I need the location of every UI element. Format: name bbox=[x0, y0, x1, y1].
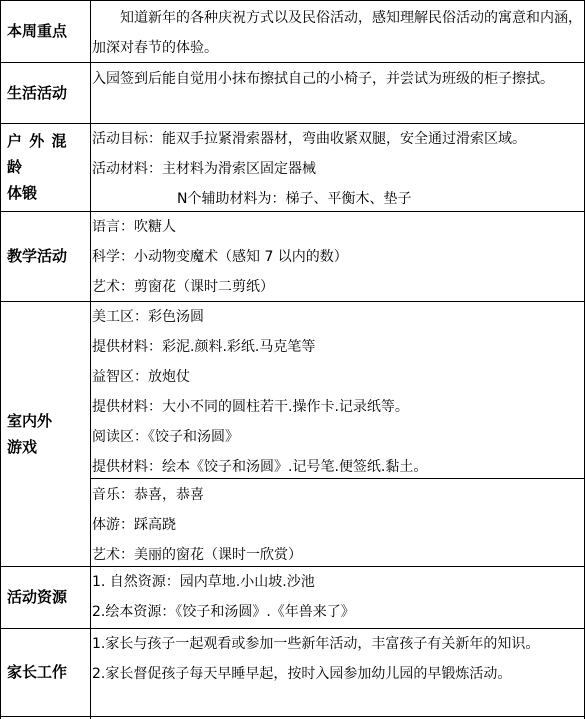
content-outdoor-exercise bbox=[92, 124, 582, 214]
label-text: 室内外 bbox=[7, 411, 53, 430]
row-divider bbox=[0, 716, 585, 717]
list-item: 艺术：剪窗花（课时二剪纸） bbox=[92, 279, 274, 295]
label-weekly-focus bbox=[1, 0, 89, 62]
column-divider bbox=[90, 0, 91, 719]
label-text: 活动资源 bbox=[7, 588, 68, 606]
list-item: 提供材料：彩泥.颜料.彩纸.马克笔等 bbox=[92, 339, 316, 355]
list-item: 艺术：美丽的窗花（课时一欣赏） bbox=[92, 547, 302, 563]
parents-item-2: 2.家长督促孩子每天早睡早起，按时入园参加幼儿园的早锻炼活动。 bbox=[92, 666, 512, 682]
list-item: 语言：吹糖人 bbox=[92, 219, 176, 235]
content-outdoor-games bbox=[92, 480, 582, 570]
content-resources bbox=[92, 567, 582, 627]
label-resources bbox=[1, 566, 89, 628]
parents-item-1: 1.家长与孩子一起观看或参加一些新年活动，丰富孩子有关新年的知识。 bbox=[92, 636, 540, 652]
label-text: 游戏 bbox=[7, 437, 38, 456]
daily-life-text: 入园签到后能自觉用小抹布擦拭自己的小椅子，并尝试为班级的柜子擦拭。 bbox=[92, 71, 554, 87]
list-item: 阅读区：《饺子和汤圆》 bbox=[92, 429, 239, 445]
content-weekly-focus bbox=[92, 3, 582, 63]
list-item: 益智区：放炮仗 bbox=[92, 369, 190, 385]
content-daily-life bbox=[92, 64, 582, 94]
content-parents bbox=[92, 629, 582, 689]
label-text: 家长工作 bbox=[7, 663, 68, 681]
list-item: 2.绘本资源：《饺子和汤圆》.《年兽来了》 bbox=[92, 604, 355, 620]
list-item: 提供材料：绘本《饺子和汤圆》.记号笔.便签纸.黏土。 bbox=[92, 459, 428, 475]
label-text: 本周重点 bbox=[7, 22, 68, 40]
list-item: 科学：小动物变魔术（感知 7 以内的数） bbox=[92, 249, 348, 265]
label-text: 生活活动 bbox=[7, 83, 68, 102]
list-item: 提供材料：大小不同的圆柱若干.操作卡.记录纸等。 bbox=[92, 399, 409, 415]
label-text: 教学活动 bbox=[7, 247, 68, 265]
outdoor-goal: 活动目标：能双手拉紧滑索器材，弯曲收紧双腿，安全通过滑索区域。 bbox=[92, 131, 526, 147]
label-daily-life bbox=[1, 62, 89, 123]
outdoor-materials: 活动材料：主材料为滑索区固定器械 bbox=[92, 161, 316, 177]
list-item: 音乐：恭喜，恭喜 bbox=[92, 487, 204, 503]
label-games bbox=[1, 301, 89, 566]
list-item: 体游：踩高跷 bbox=[92, 517, 176, 533]
label-teaching bbox=[1, 211, 89, 301]
list-item: 1. 自然资源：园内草地.小山坡.沙池 bbox=[92, 574, 315, 590]
outdoor-aux-materials: N个辅助材料为：梯子、平衡木、垫子 bbox=[177, 191, 412, 207]
label-parents bbox=[1, 628, 89, 716]
label-text: 体锻 bbox=[7, 184, 38, 202]
content-indoor-games bbox=[92, 302, 582, 482]
content-teaching bbox=[92, 212, 582, 302]
label-text: 户 外 混 龄 bbox=[7, 132, 68, 176]
weekly-focus-text: 知道新年的各种庆祝方式以及民俗活动，感知理解民俗活动的寓意和内涵，加深对春节的体验。 bbox=[92, 10, 582, 56]
list-item: 美工区：彩色汤圆 bbox=[92, 309, 204, 325]
label-outdoor-exercise bbox=[1, 123, 89, 211]
